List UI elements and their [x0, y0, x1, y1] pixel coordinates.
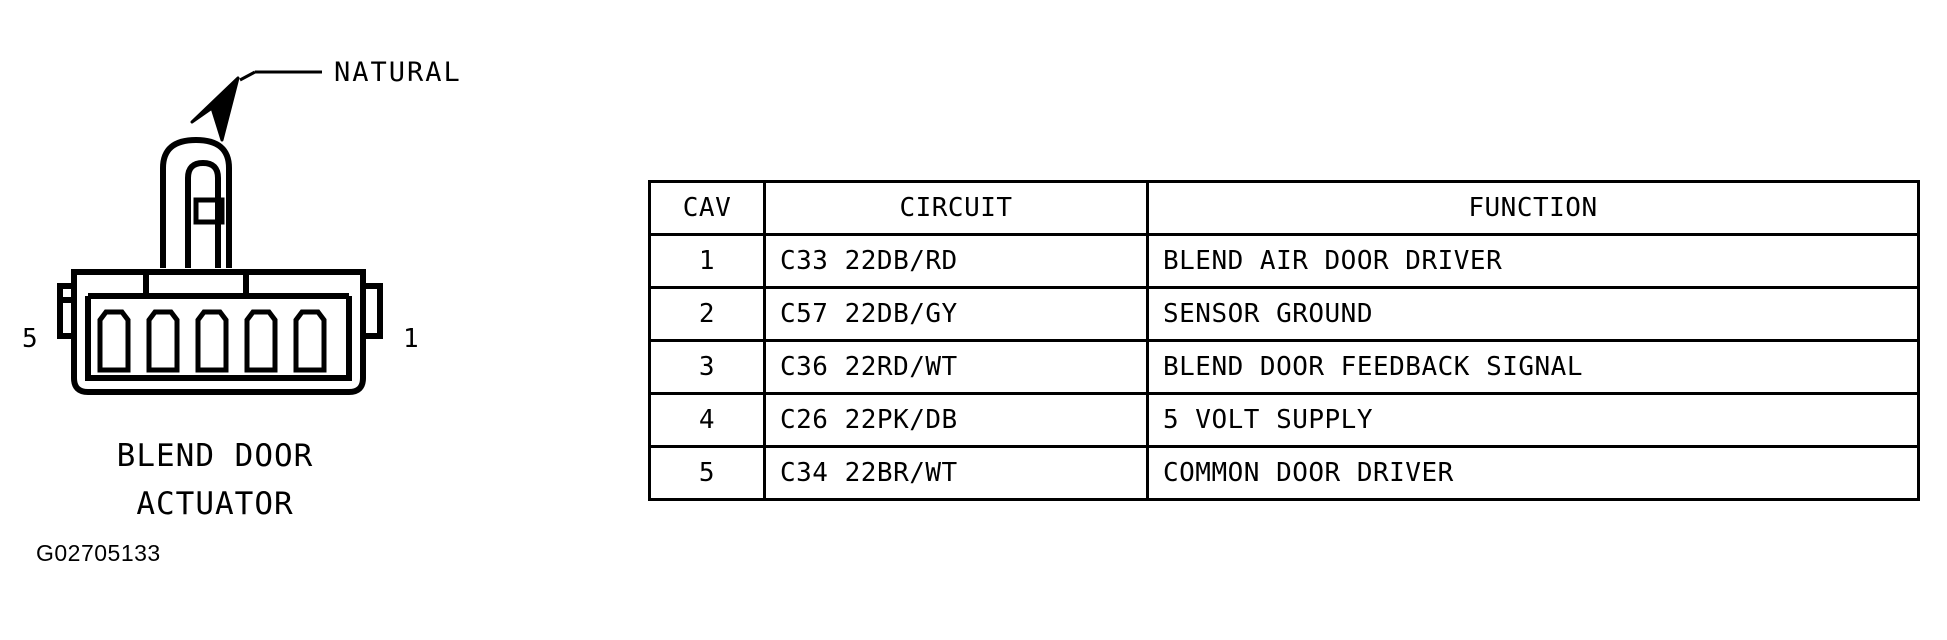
table-row [650, 447, 1919, 500]
pin-number-right: 1 [403, 324, 419, 354]
column-header-circuit: CIRCUIT [765, 182, 1148, 235]
cell-circuit: C34 22BR/WT [765, 447, 1148, 500]
cell-function: BLEND DOOR FEEDBACK SIGNAL [1148, 341, 1919, 394]
cell-cav: 2 [650, 288, 765, 341]
callout-arrowhead [192, 78, 238, 140]
cell-circuit: C57 22DB/GY [765, 288, 1148, 341]
cell-function: BLEND AIR DOOR DRIVER [1148, 235, 1919, 288]
figure-caption-line-1: BLEND DOOR [116, 438, 314, 474]
cell-function: COMMON DOOR DRIVER [1148, 447, 1919, 500]
pinout-table-container [648, 180, 1920, 501]
pinout-table [648, 180, 1920, 501]
connector-body [60, 272, 380, 392]
connector-figure [0, 0, 520, 600]
cell-cav: 3 [650, 341, 765, 394]
cell-function: SENSOR GROUND [1148, 288, 1919, 341]
cell-cav: 4 [650, 394, 765, 447]
connector-cavities [100, 312, 324, 370]
cell-cav: 1 [650, 235, 765, 288]
column-header-function: FUNCTION [1148, 182, 1919, 235]
pin-number-left: 5 [22, 324, 38, 354]
figure-caption-line-2: ACTUATOR [136, 486, 294, 522]
callout-leader-line [240, 72, 322, 80]
cell-cav: 5 [650, 447, 765, 500]
cell-circuit: C33 22DB/RD [765, 235, 1148, 288]
cell-circuit: C26 22PK/DB [765, 394, 1148, 447]
figure-id-label: G02705133 [36, 540, 161, 566]
figure-caption [0, 432, 430, 528]
cell-function: 5 VOLT SUPPLY [1148, 394, 1919, 447]
table-header-row [650, 182, 1919, 235]
connector-color-callout-label: NATURAL [334, 57, 462, 88]
table-row [650, 394, 1919, 447]
cell-circuit: C36 22RD/WT [765, 341, 1148, 394]
table-row [650, 235, 1919, 288]
table-body [650, 235, 1919, 500]
table-row [650, 288, 1919, 341]
table-row [650, 341, 1919, 394]
column-header-cav: CAV [650, 182, 765, 235]
